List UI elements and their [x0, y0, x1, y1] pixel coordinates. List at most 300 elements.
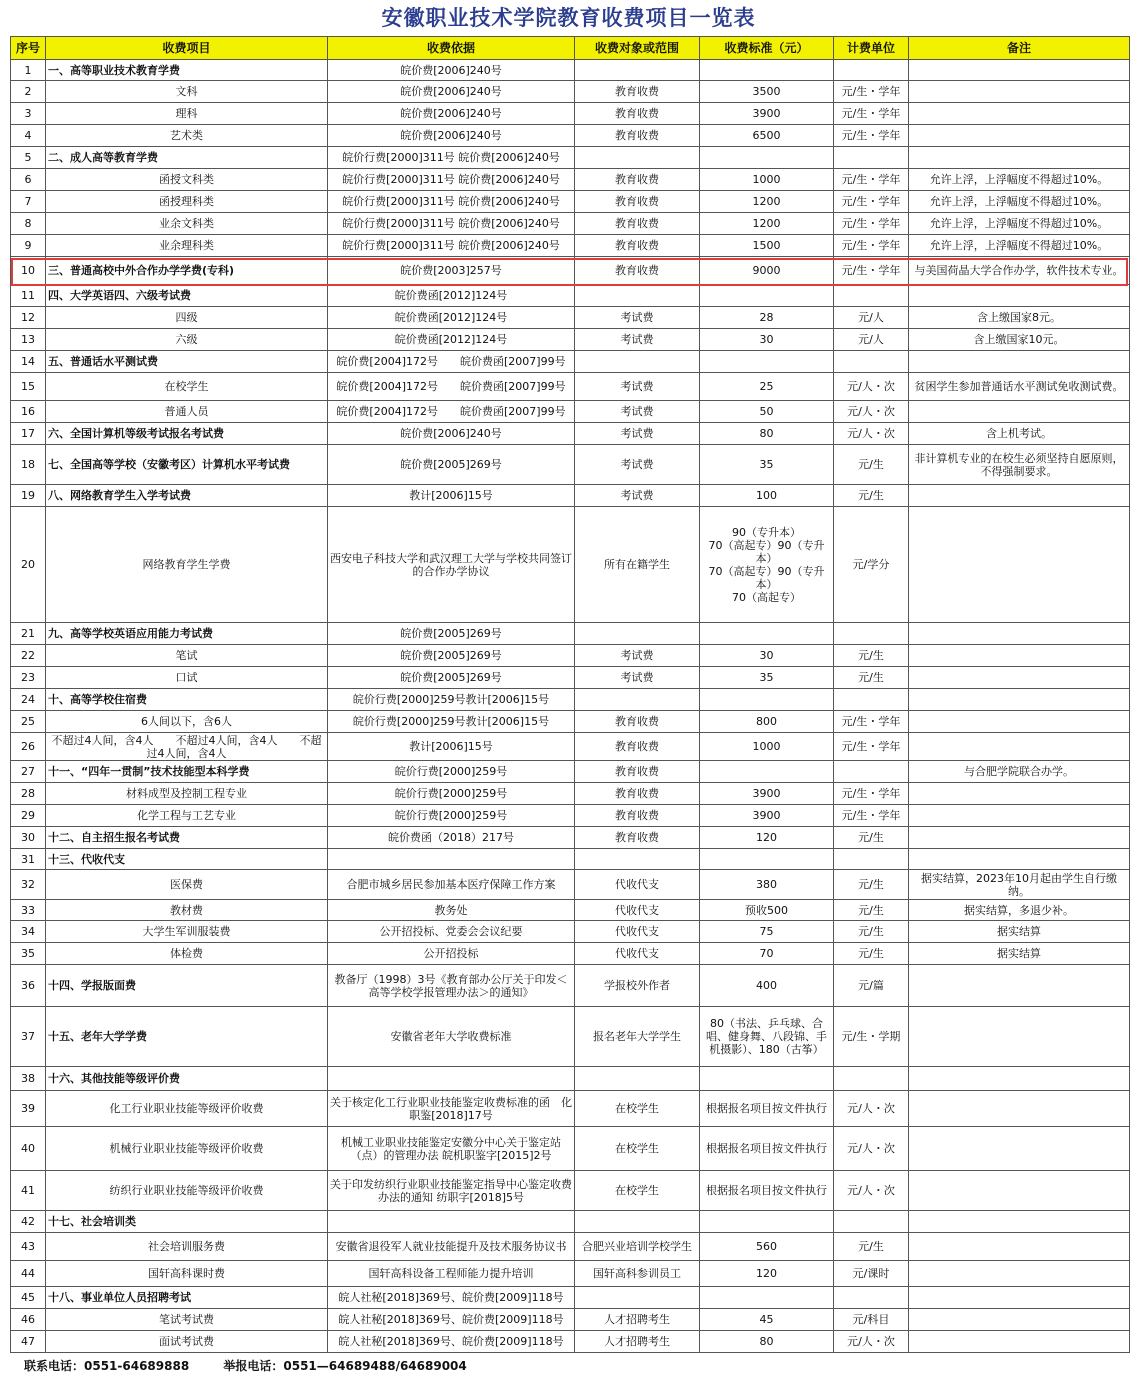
table-row: [11, 257, 1130, 285]
row-item: 大学生军训服装费: [46, 921, 328, 943]
row-standard: 120: [700, 827, 834, 849]
row-unit: 元/人: [834, 329, 909, 351]
row-note: [909, 147, 1130, 169]
row-unit: 元/人・次: [834, 401, 909, 423]
row-basis: 安徽省退役军人就业技能提升及技术服务协议书: [328, 1233, 575, 1261]
row-standard: 75: [700, 921, 834, 943]
table-row: [11, 1331, 1130, 1353]
row-target: 学报校外作者: [575, 965, 700, 1007]
row-item: 社会培训服务费: [46, 1233, 328, 1261]
row-basis: 皖价费[2005]269号: [328, 645, 575, 667]
row-basis: 皖价行费[2000]311号 皖价费[2006]240号: [328, 235, 575, 257]
row-standard: 380: [700, 870, 834, 900]
row-number: 42: [11, 1211, 46, 1233]
row-target: 代收代支: [575, 943, 700, 965]
row-standard: 根据报名项目按文件执行: [700, 1171, 834, 1211]
row-standard: 800: [700, 711, 834, 733]
row-target: 考试费: [575, 307, 700, 329]
table-row: [11, 1067, 1130, 1091]
row-basis: 皖人社秘[2018]369号、皖价费[2009]118号: [328, 1331, 575, 1353]
row-number: 40: [11, 1127, 46, 1171]
row-note: [909, 1309, 1130, 1331]
row-standard: 9000: [700, 257, 834, 285]
row-target: 考试费: [575, 373, 700, 401]
table-row: [11, 235, 1130, 257]
row-number: 27: [11, 761, 46, 783]
row-standard: 35: [700, 667, 834, 689]
row-item: 六、全国计算机等级考试报名考试费: [46, 423, 328, 445]
row-basis: 皖价行费[2000]311号 皖价费[2006]240号: [328, 213, 575, 235]
page-title: 安徽职业技术学院教育收费项目一览表: [381, 5, 756, 30]
row-basis: 皖价费[2005]269号: [328, 445, 575, 485]
row-unit: 元/生・学年: [834, 125, 909, 147]
row-standard: 120: [700, 1261, 834, 1287]
row-basis: 机械工业职业技能鉴定安徽分中心关于鉴定站（点）的管理办法 皖机职鉴字[2015]2号: [328, 1127, 575, 1171]
table-row: [11, 1309, 1130, 1331]
row-unit: 元/篇: [834, 965, 909, 1007]
row-item: 一、高等职业技术教育学费: [46, 60, 328, 81]
row-item: 十六、其他技能等级评价费: [46, 1067, 328, 1091]
row-standard: 3500: [700, 81, 834, 103]
row-unit: 元/生・学年: [834, 169, 909, 191]
row-number: 11: [11, 285, 46, 307]
row-note: 允许上浮，上浮幅度不得超过10%。: [909, 169, 1130, 191]
row-unit: 元/生・学年: [834, 805, 909, 827]
row-note: [909, 645, 1130, 667]
row-basis: 皖价行费[2000]311号 皖价费[2006]240号: [328, 169, 575, 191]
row-number: 12: [11, 307, 46, 329]
row-item: 口试: [46, 667, 328, 689]
row-number: 36: [11, 965, 46, 1007]
row-number: 31: [11, 849, 46, 870]
row-number: 14: [11, 351, 46, 373]
footer: [24, 1357, 1124, 1377]
row-item: 医保费: [46, 870, 328, 900]
row-unit: 元/人・次: [834, 373, 909, 401]
row-basis: 国轩高科设备工程师能力提升培训: [328, 1261, 575, 1287]
row-standard: [700, 623, 834, 645]
row-target: 考试费: [575, 423, 700, 445]
row-target: 在校学生: [575, 1091, 700, 1127]
row-unit: [834, 1067, 909, 1091]
header-basis: 收费依据: [328, 37, 575, 60]
row-target: 合肥兴业培训学校学生: [575, 1233, 700, 1261]
row-unit: 元/生・学期: [834, 1007, 909, 1067]
row-item: 十八、事业单位人员招聘考试: [46, 1287, 328, 1309]
row-standard: [700, 147, 834, 169]
row-item: 不超过4人间，含4人 不超过4人间，含4人 不超过4人间，含4人: [46, 733, 328, 761]
table-row: [11, 169, 1130, 191]
row-number: 23: [11, 667, 46, 689]
row-basis: 皖人社秘[2018]369号、皖价费[2009]118号: [328, 1287, 575, 1309]
table-row: [11, 1233, 1130, 1261]
row-standard: 90（专升本） 70（高起专）90（专升本） 70（高起专）90（专升本） 70（高起专）: [700, 507, 834, 623]
row-note: [909, 1091, 1130, 1127]
row-note: [909, 1007, 1130, 1067]
row-target: 代收代支: [575, 921, 700, 943]
row-basis: [328, 1067, 575, 1091]
row-number: 25: [11, 711, 46, 733]
table-row: [11, 1127, 1130, 1171]
row-basis: 皖价行费[2000]259号: [328, 761, 575, 783]
row-unit: 元/生・学年: [834, 103, 909, 125]
row-number: 41: [11, 1171, 46, 1211]
table-row: [11, 1287, 1130, 1309]
row-note: [909, 401, 1130, 423]
table-row: [11, 445, 1130, 485]
table-row: [11, 1211, 1130, 1233]
row-standard: 80: [700, 1331, 834, 1353]
row-standard: [700, 1067, 834, 1091]
header-unit: 计费单位: [834, 37, 909, 60]
row-standard: [700, 761, 834, 783]
row-number: 4: [11, 125, 46, 147]
row-basis: 西安电子科技大学和武汉理工大学与学校共同签订的合作办学协议: [328, 507, 575, 623]
row-unit: 元/生・学年: [834, 783, 909, 805]
row-target: 在校学生: [575, 1127, 700, 1171]
row-note: [909, 285, 1130, 307]
row-note: 非计算机专业的在校生必须坚持自愿原则，不得强制要求。: [909, 445, 1130, 485]
row-standard: 30: [700, 645, 834, 667]
row-target: 教育收费: [575, 125, 700, 147]
row-item: 业余文科类: [46, 213, 328, 235]
table-row: [11, 485, 1130, 507]
row-target: 人才招聘考生: [575, 1331, 700, 1353]
row-target: 教育收费: [575, 103, 700, 125]
row-basis: 皖价费函[2012]124号: [328, 329, 575, 351]
row-unit: [834, 689, 909, 711]
row-note: [909, 689, 1130, 711]
row-note: [909, 711, 1130, 733]
row-standard: [700, 1287, 834, 1309]
row-note: 与美国荷晶大学合作办学，软件技术专业。: [909, 257, 1130, 285]
row-item: 文科: [46, 81, 328, 103]
row-unit: 元/生: [834, 485, 909, 507]
row-target: 在校学生: [575, 1171, 700, 1211]
row-item: 国轩高科课时费: [46, 1261, 328, 1287]
row-unit: 元/课时: [834, 1261, 909, 1287]
row-target: [575, 689, 700, 711]
row-standard: [700, 849, 834, 870]
row-target: [575, 285, 700, 307]
row-item: 三、普通高校中外合作办学学费(专科): [46, 257, 328, 285]
row-unit: 元/生・学年: [834, 81, 909, 103]
row-standard: 6500: [700, 125, 834, 147]
row-number: 1: [11, 60, 46, 81]
row-unit: 元/生: [834, 921, 909, 943]
row-basis: 皖价行费[2000]259号: [328, 783, 575, 805]
row-number: 8: [11, 213, 46, 235]
row-item: 十七、社会培训类: [46, 1211, 328, 1233]
row-standard: 35: [700, 445, 834, 485]
table-row: [11, 103, 1130, 125]
row-note: [909, 623, 1130, 645]
row-number: 33: [11, 900, 46, 921]
row-target: [575, 147, 700, 169]
row-note: [909, 783, 1130, 805]
row-standard: 560: [700, 1233, 834, 1261]
row-note: 允许上浮，上浮幅度不得超过10%。: [909, 213, 1130, 235]
row-standard: 1200: [700, 191, 834, 213]
table-row: [11, 805, 1130, 827]
row-standard: 3900: [700, 783, 834, 805]
table-row: [11, 1261, 1130, 1287]
row-target: [575, 1067, 700, 1091]
row-unit: [834, 1211, 909, 1233]
row-note: [909, 125, 1130, 147]
row-basis: 皖价费[2006]240号: [328, 81, 575, 103]
row-basis: 皖价费[2004]172号 皖价费函[2007]99号: [328, 401, 575, 423]
fee-table: [10, 36, 1130, 1353]
row-target: [575, 1211, 700, 1233]
row-target: 教育收费: [575, 213, 700, 235]
row-basis: 合肥市城乡居民参加基本医疗保障工作方案: [328, 870, 575, 900]
row-number: 5: [11, 147, 46, 169]
row-item: 面试考试费: [46, 1331, 328, 1353]
row-note: [909, 965, 1130, 1007]
row-note: [909, 1211, 1130, 1233]
table-row: [11, 351, 1130, 373]
row-target: 考试费: [575, 645, 700, 667]
row-basis: 公开招投标: [328, 943, 575, 965]
row-target: 考试费: [575, 485, 700, 507]
row-basis: 关于核定化工行业职业技能鉴定收费标准的函 化职鉴[2018]17号: [328, 1091, 575, 1127]
row-basis: 公开招投标、党委会会议纪要: [328, 921, 575, 943]
row-note: [909, 351, 1130, 373]
row-unit: 元/人・次: [834, 1091, 909, 1127]
row-number: 18: [11, 445, 46, 485]
table-row: [11, 60, 1130, 81]
row-unit: 元/人: [834, 307, 909, 329]
row-target: [575, 351, 700, 373]
row-basis: 皖价费[2006]240号: [328, 125, 575, 147]
row-number: 7: [11, 191, 46, 213]
table-row: [11, 827, 1130, 849]
row-number: 13: [11, 329, 46, 351]
row-number: 20: [11, 507, 46, 623]
row-unit: 元/生・学年: [834, 235, 909, 257]
row-basis: 皖价费函[2012]124号: [328, 285, 575, 307]
table-row: [11, 401, 1130, 423]
row-item: 在校学生: [46, 373, 328, 401]
row-target: 考试费: [575, 401, 700, 423]
header-no: 序号: [11, 37, 46, 60]
table-row: [11, 733, 1130, 761]
table-row: [11, 667, 1130, 689]
row-item: 七、全国高等学校（安徽考区）计算机水平考试费: [46, 445, 328, 485]
row-unit: 元/人・次: [834, 423, 909, 445]
row-standard: 80: [700, 423, 834, 445]
row-unit: 元/学分: [834, 507, 909, 623]
row-note: [909, 1233, 1130, 1261]
row-unit: 元/生・学年: [834, 191, 909, 213]
row-unit: 元/生・学年: [834, 711, 909, 733]
row-note: [909, 81, 1130, 103]
row-number: 32: [11, 870, 46, 900]
row-target: 考试费: [575, 445, 700, 485]
row-number: 22: [11, 645, 46, 667]
row-note: [909, 1171, 1130, 1211]
table-row: [11, 870, 1130, 900]
row-item: 二、成人高等教育学费: [46, 147, 328, 169]
row-unit: 元/生: [834, 900, 909, 921]
row-target: 教育收费: [575, 235, 700, 257]
header-target: 收费对象或范围: [575, 37, 700, 60]
row-note: [909, 805, 1130, 827]
table-row: [11, 81, 1130, 103]
row-number: 29: [11, 805, 46, 827]
row-target: 报名老年大学学生: [575, 1007, 700, 1067]
row-item: 纺织行业职业技能等级评价收费: [46, 1171, 328, 1211]
table-row: [11, 507, 1130, 623]
row-item: 体检费: [46, 943, 328, 965]
row-standard: [700, 285, 834, 307]
row-item: 业余理科类: [46, 235, 328, 257]
row-item: 函授理科类: [46, 191, 328, 213]
row-unit: 元/人・次: [834, 1127, 909, 1171]
row-standard: 30: [700, 329, 834, 351]
row-unit: [834, 761, 909, 783]
table-row: [11, 965, 1130, 1007]
row-note: [909, 1127, 1130, 1171]
row-standard: [700, 60, 834, 81]
row-unit: 元/生: [834, 1233, 909, 1261]
row-note: 据实结算: [909, 921, 1130, 943]
row-target: 教育收费: [575, 761, 700, 783]
row-standard: 根据报名项目按文件执行: [700, 1127, 834, 1171]
row-number: 30: [11, 827, 46, 849]
report-phone: 举报电话：0551—64689488/64689004: [223, 1359, 467, 1373]
row-note: [909, 1331, 1130, 1353]
row-item: 笔试考试费: [46, 1309, 328, 1331]
row-note: [909, 485, 1130, 507]
row-basis: 皖价费[2006]240号: [328, 103, 575, 125]
row-basis: 皖价费[2004]172号 皖价费函[2007]99号: [328, 351, 575, 373]
row-number: 28: [11, 783, 46, 805]
row-unit: 元/生・学年: [834, 257, 909, 285]
row-item: 材料成型及控制工程专业: [46, 783, 328, 805]
row-basis: 皖价费函[2012]124号: [328, 307, 575, 329]
row-unit: 元/生: [834, 943, 909, 965]
row-number: 44: [11, 1261, 46, 1287]
row-unit: 元/人・次: [834, 1171, 909, 1211]
row-basis: 教备厅（1998）3号《教育部办公厅关于印发＜高等学校学报管理办法＞的通知》: [328, 965, 575, 1007]
row-unit: 元/生・学年: [834, 733, 909, 761]
table-row: [11, 689, 1130, 711]
row-basis: 皖价费函（2018）217号: [328, 827, 575, 849]
table-row: [11, 783, 1130, 805]
table-row: [11, 1007, 1130, 1067]
row-unit: [834, 1287, 909, 1309]
row-note: [909, 1287, 1130, 1309]
row-basis: 皖价行费[2000]311号 皖价费[2006]240号: [328, 191, 575, 213]
row-unit: 元/生: [834, 870, 909, 900]
row-note: 据实结算，多退少补。: [909, 900, 1130, 921]
row-target: 代收代支: [575, 870, 700, 900]
row-standard: 3900: [700, 805, 834, 827]
row-note: [909, 103, 1130, 125]
row-target: 教育收费: [575, 783, 700, 805]
row-standard: 400: [700, 965, 834, 1007]
row-standard: [700, 689, 834, 711]
row-note: 含上机考试。: [909, 423, 1130, 445]
header-item: 收费项目: [46, 37, 328, 60]
row-number: 35: [11, 943, 46, 965]
row-target: 教育收费: [575, 805, 700, 827]
row-unit: [834, 623, 909, 645]
row-basis: 教务处: [328, 900, 575, 921]
row-basis: 皖价费[2005]269号: [328, 623, 575, 645]
row-target: 国轩高科参训员工: [575, 1261, 700, 1287]
row-unit: [834, 285, 909, 307]
table-row: [11, 213, 1130, 235]
table-row: [11, 849, 1130, 870]
table-row: [11, 125, 1130, 147]
row-standard: 25: [700, 373, 834, 401]
row-note: [909, 733, 1130, 761]
header-standard: 收费标准（元）: [700, 37, 834, 60]
table-row: [11, 147, 1130, 169]
row-target: 教育收费: [575, 169, 700, 191]
row-item: 五、普通话水平测试费: [46, 351, 328, 373]
row-target: 考试费: [575, 329, 700, 351]
row-basis: 教计[2006]15号: [328, 485, 575, 507]
row-target: 教育收费: [575, 81, 700, 103]
row-unit: [834, 147, 909, 169]
row-basis: [328, 849, 575, 870]
row-number: 39: [11, 1091, 46, 1127]
row-target: 代收代支: [575, 900, 700, 921]
row-unit: 元/生・学年: [834, 213, 909, 235]
table-row: [11, 943, 1130, 965]
table-row: [11, 373, 1130, 401]
row-standard: 45: [700, 1309, 834, 1331]
row-item: 6人间以下，含6人: [46, 711, 328, 733]
row-item: 网络教育学生学费: [46, 507, 328, 623]
row-basis: 皖价费[2006]240号: [328, 60, 575, 81]
row-number: 6: [11, 169, 46, 191]
row-basis: 教计[2006]15号: [328, 733, 575, 761]
row-number: 37: [11, 1007, 46, 1067]
row-standard: 根据报名项目按文件执行: [700, 1091, 834, 1127]
table-row: [11, 1091, 1130, 1127]
table-row: [11, 191, 1130, 213]
table-row: [11, 711, 1130, 733]
fee-table-body: [11, 60, 1130, 1353]
row-number: 24: [11, 689, 46, 711]
table-row: [11, 900, 1130, 921]
row-basis: 关于印发纺织行业职业技能鉴定指导中心鉴定收费办法的通知 纺职字[2018]5号: [328, 1171, 575, 1211]
table-row: [11, 761, 1130, 783]
row-unit: 元/人・次: [834, 1331, 909, 1353]
row-note: [909, 827, 1130, 849]
row-number: 46: [11, 1309, 46, 1331]
row-unit: [834, 849, 909, 870]
header-note: 备注: [909, 37, 1130, 60]
row-standard: 1000: [700, 733, 834, 761]
row-item: 艺术类: [46, 125, 328, 147]
row-number: 21: [11, 623, 46, 645]
table-row: [11, 307, 1130, 329]
row-number: 45: [11, 1287, 46, 1309]
row-item: 十、高等学校住宿费: [46, 689, 328, 711]
row-standard: 预收500: [700, 900, 834, 921]
row-note: [909, 1261, 1130, 1287]
row-item: 四级: [46, 307, 328, 329]
row-standard: [700, 1211, 834, 1233]
row-standard: [700, 351, 834, 373]
row-note: [909, 849, 1130, 870]
